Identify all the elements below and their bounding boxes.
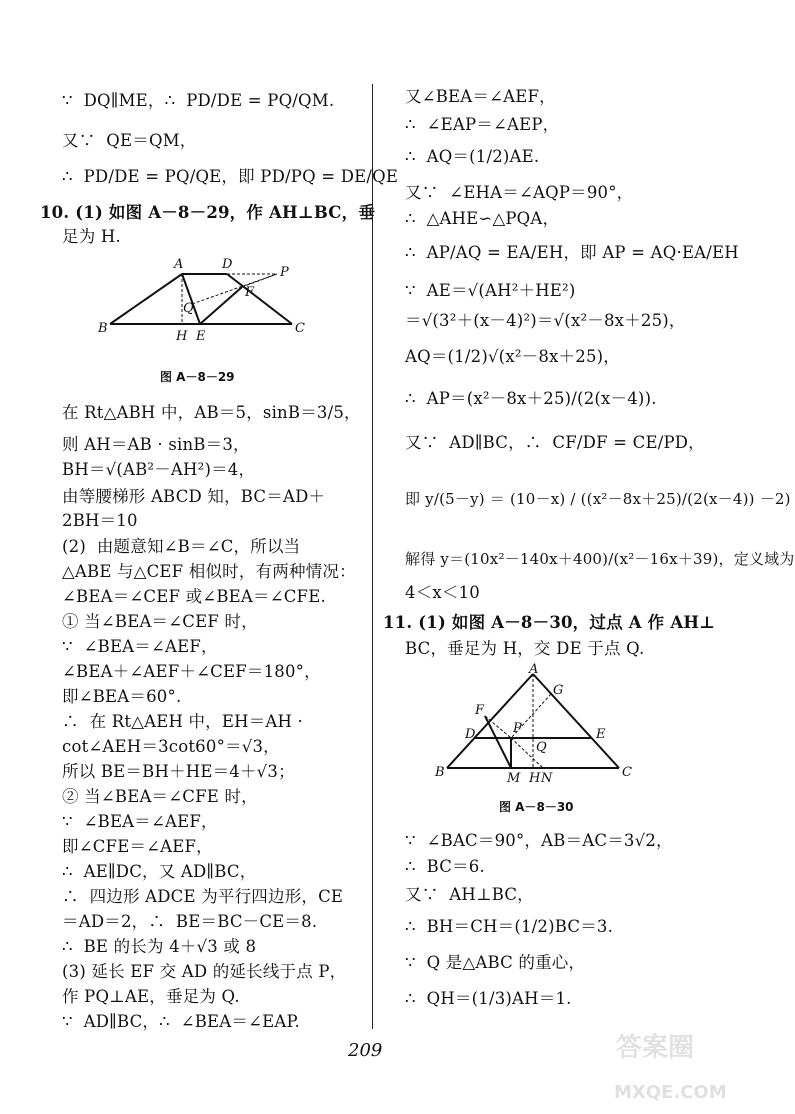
text-line: ∴ 在 Rt△AEH 中，EH＝AH · — [62, 712, 304, 731]
text-line: (3) 延长 EF 交 AD 的延长线于点 P， — [62, 962, 347, 981]
figure-label: N — [541, 771, 553, 786]
question-11-heading: 11. (1) 如图 A－8－30，过点 A 作 AH⊥ — [383, 613, 716, 632]
figure-a-8-29 — [92, 254, 352, 366]
text-line: 解得 y＝(10x²－140x＋400)/(x²－16x＋39)，定义域为 — [405, 550, 795, 568]
text-line: ＝AD＝2，∴ BE＝BC－CE＝8. — [62, 912, 318, 931]
figure-label: M — [507, 771, 521, 786]
text-line: ∴ BH＝CH＝(1/2)BC＝3. — [405, 917, 614, 936]
figure-label: P — [280, 265, 289, 280]
text-line: 又∵ AD∥BC，∴ CF/DF = CE/PD， — [405, 433, 705, 452]
figure-caption: 图 A－8－30 — [499, 800, 574, 814]
text-line: 即∠CFE＝∠AEF， — [62, 837, 213, 856]
figure-label: A — [174, 257, 184, 272]
figure-label: C — [622, 765, 632, 780]
text-line: BH＝√(AB²－AH²)＝4， — [62, 460, 256, 479]
text-line: 即 y/(5－y) ＝ (10－x) / ((x²－8x＋25)/(2(x－4)) －2) — [405, 490, 791, 508]
text-line: ∵ Q 是△ABC 的重心， — [405, 953, 586, 972]
watermark-line: 答案圈 — [616, 1033, 695, 1063]
text-line: ∴ BC＝6. — [405, 857, 485, 876]
figure-label: D — [222, 257, 233, 272]
figure-label: A — [529, 662, 539, 677]
text-line: 则 AH＝AB · sinB＝3， — [62, 435, 250, 454]
figure-label: G — [553, 683, 564, 698]
text-line: ∴ AP＝(x²－8x＋25)/(2(x－4)). — [405, 389, 657, 408]
figure-label: P — [513, 721, 522, 736]
figure-caption: 图 A－8－29 — [160, 370, 235, 384]
text-line: ∵ AD∥BC，∴ ∠BEA＝∠EAP. — [62, 1012, 300, 1031]
text-line: ① 当∠BEA＝∠CEF 时， — [62, 612, 258, 631]
text-line: ＝√(3²＋(x－4)²)＝√(x²－8x＋25)， — [405, 311, 686, 330]
figure-label: D — [465, 727, 476, 742]
text-line: ∴ BE 的长为 4＋√3 或 8 — [62, 937, 257, 956]
text-line: ∵ ∠BEA＝∠AEF， — [62, 812, 218, 831]
text-line: ∵ AE＝√(AH²＋HE²) — [405, 281, 576, 300]
text-line: ∴ QH＝(1/3)AH＝1. — [405, 989, 572, 1008]
figure-label: F — [245, 285, 255, 300]
text-line: (2) 由题意知∠B＝∠C，所以当 — [62, 537, 301, 556]
text-line: 在 Rt△ABH 中，AB＝5，sinB＝3/5， — [62, 403, 361, 422]
text-line: ∴ PD/DE = PQ/QE，即 PD/PQ = DE/QE — [62, 167, 399, 186]
text-line: 2BH＝10 — [62, 511, 138, 530]
text-line: 4＜x＜10 — [405, 583, 480, 602]
figure-label: Q — [183, 301, 194, 316]
figure-label: B — [435, 765, 445, 780]
figure-label: C — [295, 321, 305, 336]
watermark-logo — [612, 1016, 742, 1108]
text-line: 由等腰梯形 ABCD 知，BC＝AD＋ — [62, 487, 326, 506]
text-line: ∴ △AHE∽△PQA， — [405, 209, 560, 228]
text-line: 足为 H. — [62, 227, 121, 246]
question-10-heading: 10. (1) 如图 A－8－29，作 AH⊥BC，垂 — [40, 203, 376, 222]
text-line: ∵ ∠BEA＝∠AEF， — [62, 637, 218, 656]
text-line: 又∵ QE＝QM， — [62, 131, 197, 150]
text-line: 所以 BE＝BH＋HE＝4＋√3； — [62, 762, 295, 781]
figure-label: H — [529, 771, 541, 786]
figure-label: Q — [536, 740, 547, 755]
figure-label: B — [98, 321, 108, 336]
figure-label: F — [475, 703, 485, 718]
text-line: ∴ ∠EAP＝∠AEP， — [405, 115, 560, 134]
text-line: 作 PQ⊥AE，垂足为 Q. — [62, 987, 240, 1006]
text-line: ∠BEA＋∠AEF＋∠CEF＝180°， — [62, 662, 321, 681]
text-line: 即∠BEA＝60°. — [62, 687, 182, 706]
text-line: AQ＝(1/2)√(x²－8x＋25)， — [405, 347, 620, 366]
text-line: cot∠AEH＝3cot60°＝√3， — [62, 737, 280, 756]
text-line: ∵ DQ∥ME，∴ PD/DE = PQ/QM. — [62, 91, 335, 110]
page-number: 209 — [348, 1040, 383, 1061]
text-line: BC，垂足为 H，交 DE 于点 Q. — [405, 639, 645, 658]
text-line: ∠BEA＝∠CEF 或∠BEA＝∠CFE. — [62, 587, 326, 606]
column-divider — [372, 84, 373, 1029]
text-line: ∵ ∠BAC＝90°，AB＝AC＝3√2， — [405, 831, 673, 850]
text-line: ∴ 四边形 ADCE 为平行四边形，CE — [62, 887, 344, 906]
text-line: ∴ AE∥DC，又 AD∥BC， — [62, 862, 257, 881]
figure-a-8-30 — [433, 664, 633, 784]
text-line: 又∠BEA＝∠AEF， — [405, 87, 556, 106]
figure-label: H — [176, 329, 188, 344]
text-line: 又∵ ∠EHA＝∠AQP＝90°， — [405, 183, 634, 202]
text-line: ∴ AP/AQ = EA/EH，即 AP = AQ·EA/EH — [405, 243, 739, 262]
text-line: 又∵ AH⊥BC， — [405, 885, 534, 904]
text-line: ② 当∠BEA＝∠CFE 时， — [62, 787, 258, 806]
text-line: △ABE 与△CEF 相似时，有两种情况： — [62, 562, 356, 581]
figure-label: E — [596, 727, 606, 742]
text-line: ∴ AQ＝(1/2)AE. — [405, 147, 540, 166]
figure-label: E — [196, 329, 206, 344]
watermark-line: MXQE.COM — [614, 1082, 727, 1103]
